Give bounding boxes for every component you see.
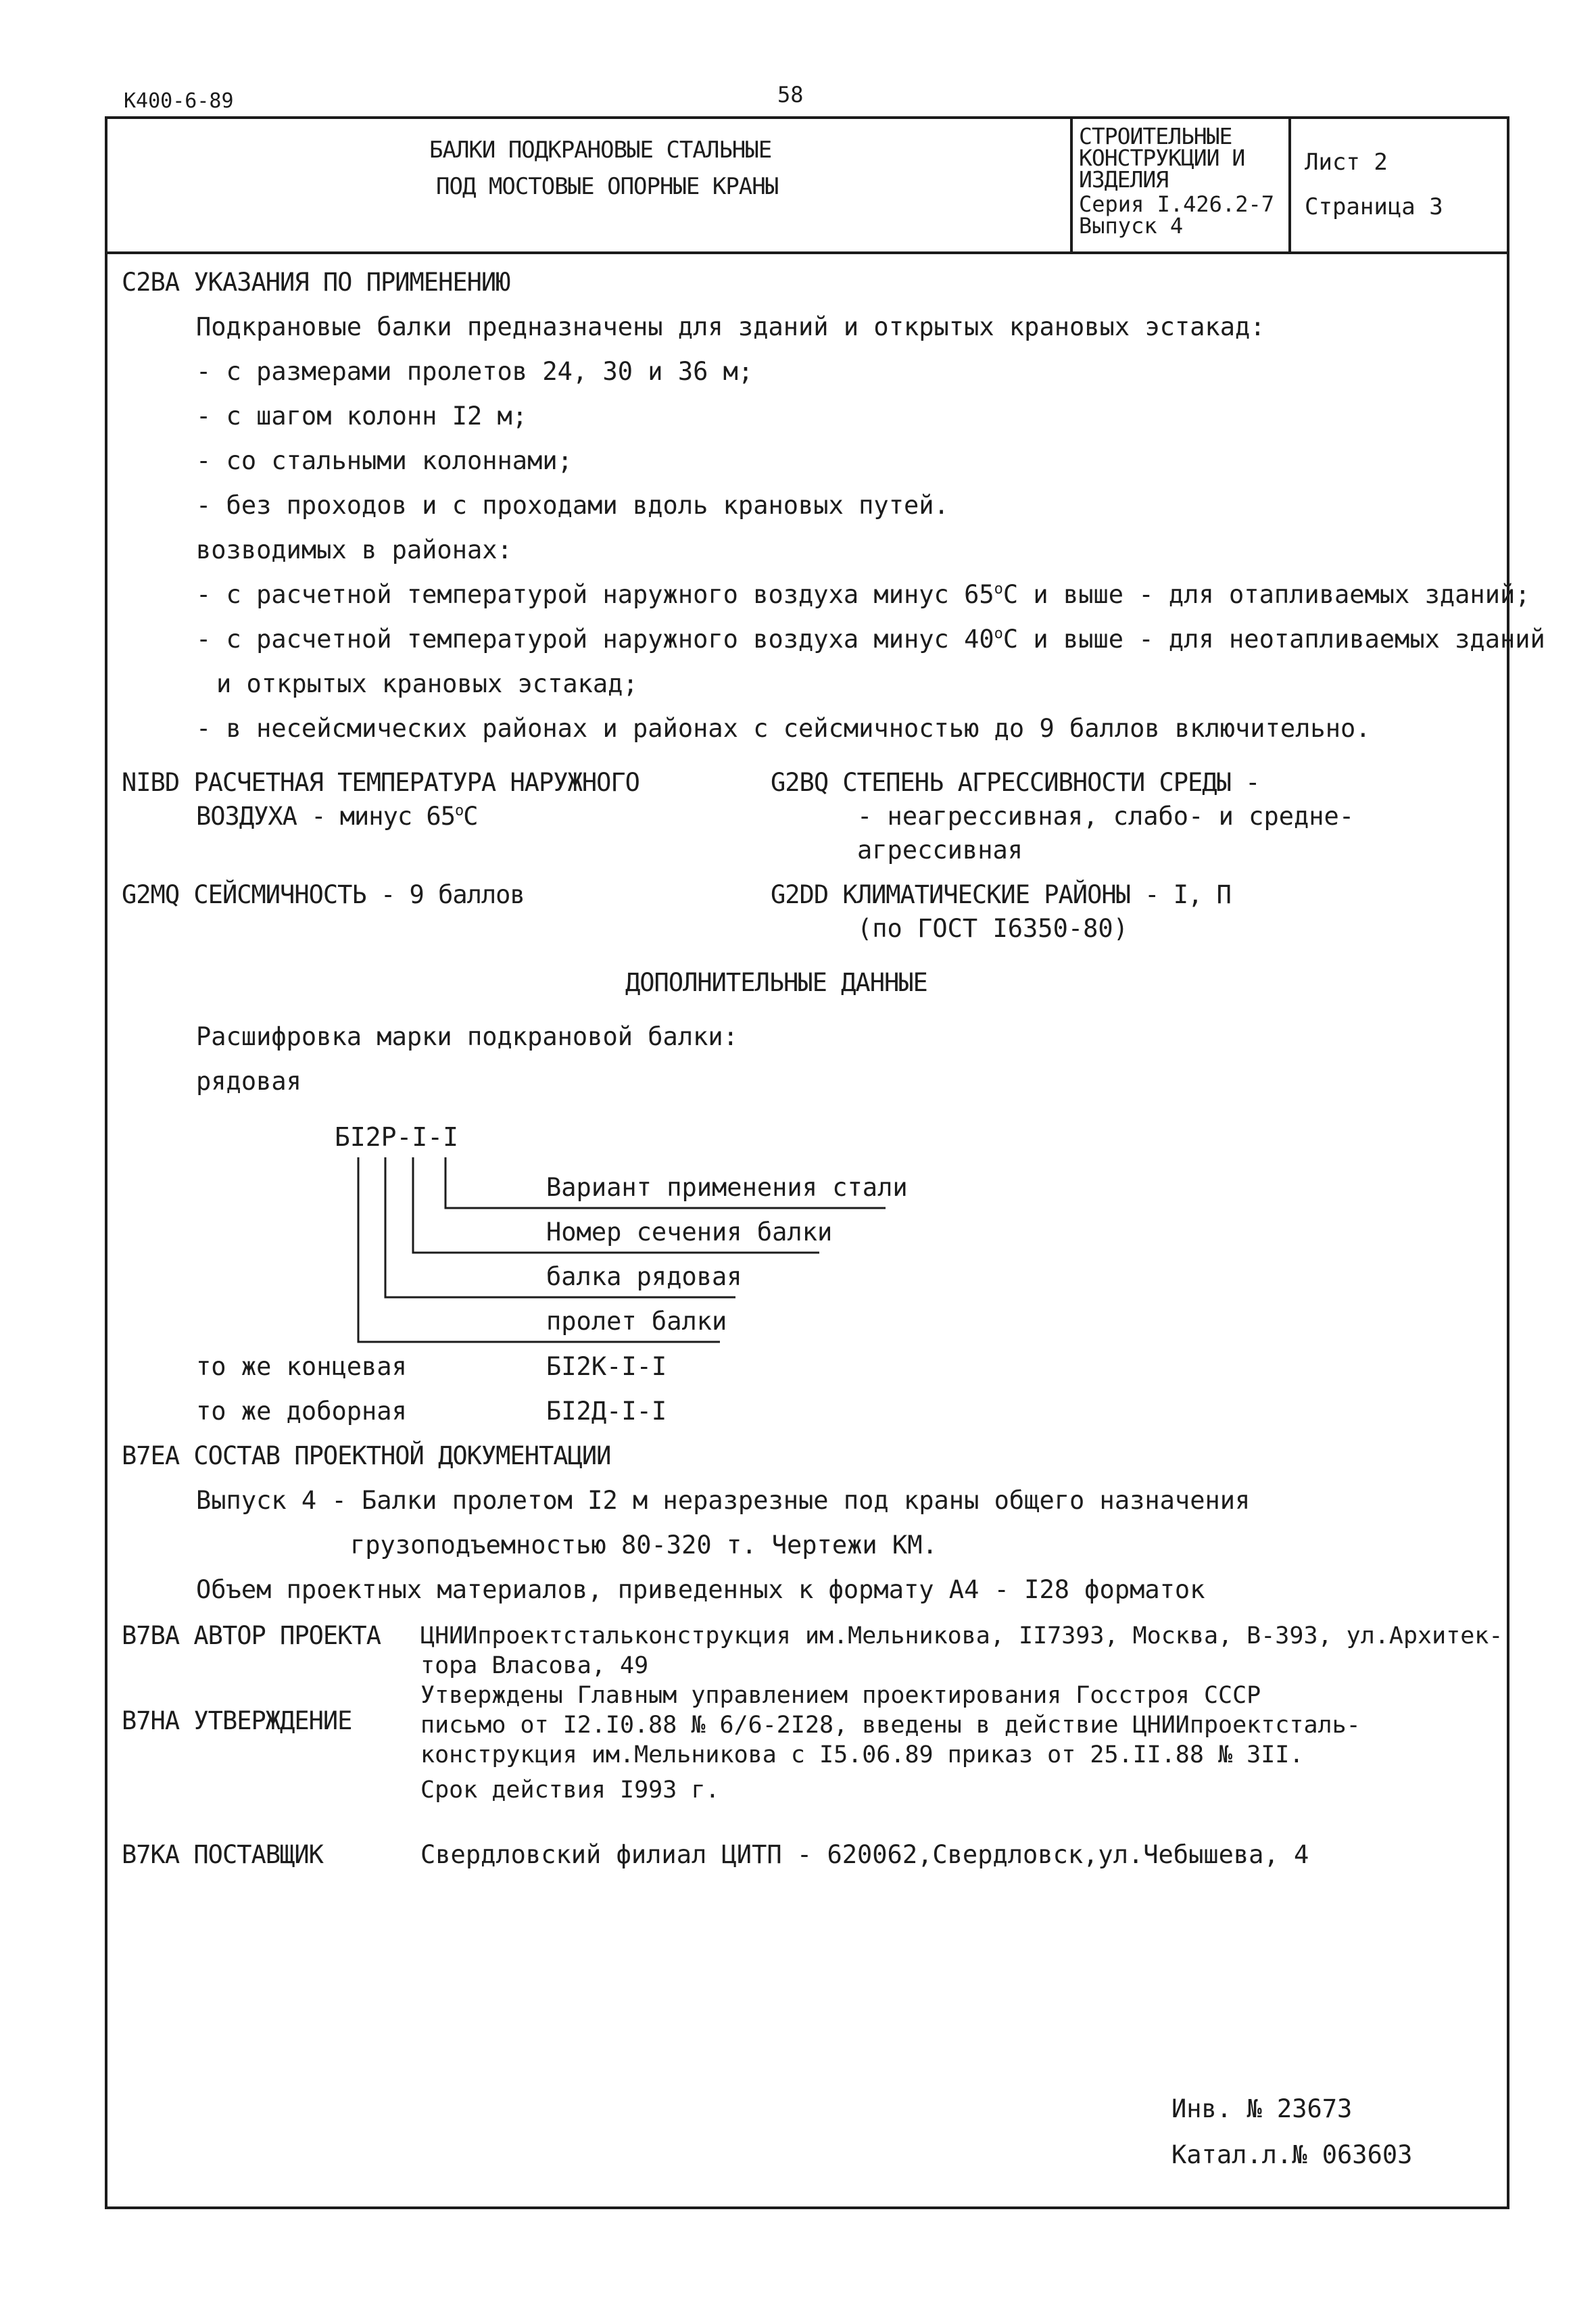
application-code: C2BA — [122, 268, 180, 297]
approval-label: B7HA УТВЕРЖДЕНИЕ — [122, 1706, 352, 1735]
legend-beam-span: пролет балки — [546, 1307, 727, 1336]
author-label: B7BA АВТОР ПРОЕКТА — [122, 1621, 381, 1650]
add-beam-mark: БI2Д-I-I — [546, 1397, 667, 1426]
docs-code: B7EA — [122, 1441, 180, 1470]
aggressiveness-param-label: G2BQ СТЕПЕНЬ АГРЕССИВНОСТИ СРЕДЫ - — [771, 768, 1260, 797]
supplier-text: Свердловский филиал ЦИТП - 620062,Свердловск,ул.Чебышева, 4 — [420, 1840, 1309, 1869]
docs-issue-line-1: Выпуск 4 - Балки пролетом I2 м неразрезные под краны общего назначения — [196, 1486, 1251, 1515]
author-code: B7BA — [122, 1621, 180, 1650]
page-label: Страница 3 — [1305, 193, 1443, 220]
legend-ordinary-beam: балка рядовая — [546, 1262, 742, 1291]
beam-mark: БI2Р-I-I — [335, 1122, 459, 1152]
title-line-1: БАЛКИ ПОДКРАНОВЫЕ СТАЛЬНЫЕ — [429, 137, 772, 164]
document-code: К400-6-89 — [124, 89, 234, 113]
docs-heading: B7EA СОСТАВ ПРОЕКТНОЙ ДОКУМЕНТАЦИИ — [122, 1441, 611, 1470]
temperature-condition-2: - с расчетной температурой наружного воздуха минус $40^оС$ и выше - для неотапливаемых зданий — [196, 625, 1545, 654]
regions-label: возводимых в районах: — [196, 535, 512, 564]
catalog-number: Катал.л.№ 063603 — [1171, 2140, 1413, 2169]
docs-issue-line-2: грузоподъемностью 80-320 т. Чертежи КМ. — [350, 1530, 938, 1560]
application-intro: Подкрановые балки предназначены для зданий и открытых крановых эстакад: — [196, 312, 1265, 341]
list-item: - с шагом колонн I2 м; — [196, 402, 528, 431]
temperature-param-label: NIBD РАСЧЕТНАЯ ТЕМПЕРАТУРА НАРУЖНОГО — [122, 768, 639, 797]
temperature-param-code: NIBD — [122, 768, 180, 797]
list-item: - с размерами пролетов 24, 30 и 36 м; — [196, 357, 754, 386]
seismicity-param: G2MQ СЕЙСМИЧНОСТЬ - 9 баллов — [122, 880, 525, 909]
seismicity-param-code: G2MQ — [122, 880, 180, 909]
aggressiveness-value-2: агрессивная — [857, 836, 1023, 865]
supplier-label: B7KA ПОСТАВЩИК — [122, 1840, 323, 1869]
series: Серия I.426.2-7 — [1079, 191, 1274, 217]
application-title: УКАЗАНИЯ ПО ПРИМЕНЕНИЮ — [193, 268, 510, 297]
end-beam-label: то же концевая — [196, 1352, 407, 1381]
aggressiveness-param-code: G2BQ — [771, 768, 829, 797]
seismic-condition: - в несейсмических районах и районах с сейсмичностью до 9 баллов включительно. — [196, 714, 1371, 743]
category-line-1: СТРОИТЕЛЬНЫЕ — [1079, 123, 1232, 149]
approval-line-4: Срок действия I993 г. — [420, 1777, 720, 1804]
approval-code: B7HA — [122, 1706, 180, 1735]
supplier-code: B7KA — [122, 1840, 180, 1869]
end-beam-mark: БI2К-I-I — [546, 1352, 667, 1381]
decode-label: Расшифровка марки подкрановой балки: — [196, 1022, 738, 1051]
legend-section-number: Номер сечения балки — [546, 1217, 833, 1247]
approval-line-1: Утверждены Главным управлением проектирования Госстроя СССР — [420, 1682, 1261, 1709]
page-number: 58 — [777, 82, 804, 107]
inventory-number: Инв. № 23673 — [1171, 2094, 1353, 2123]
author-line-2: тора Власова, 49 — [420, 1652, 649, 1679]
issue: Выпуск 4 — [1079, 213, 1184, 239]
list-item: - без проходов и с проходами вдоль крановых путей. — [196, 491, 949, 520]
climate-param-ref: (по ГОСТ I6350-80) — [857, 914, 1128, 943]
temperature-param-value: ВОЗДУХА - минус $65^оС$ — [196, 802, 478, 831]
list-item: - со стальными колоннами; — [196, 446, 573, 475]
ordinary-label: рядовая — [196, 1067, 301, 1096]
category-line-3: ИЗДЕЛИЯ — [1079, 166, 1169, 193]
title-line-2: ПОД МОСТОВЫЕ ОПОРНЫЕ КРАНЫ — [436, 173, 779, 200]
additional-heading: ДОПОЛНИТЕЛЬНЫЕ ДАННЫЕ — [625, 968, 927, 997]
temperature-condition-1: - с расчетной температурой наружного воздуха минус $65^оС$ и выше - для отапливаемых зданий; — [196, 580, 1530, 609]
docs-volume: Объем проектных материалов, приведенных к формату А4 - I28 форматок — [196, 1575, 1205, 1604]
category-line-2: КОНСТРУКЦИИ И — [1079, 145, 1245, 171]
temperature-condition-2-cont: и открытых крановых эстакад; — [216, 669, 638, 698]
climate-param-label: G2DD КЛИМАТИЧЕСКИЕ РАЙОНЫ - I, П — [771, 880, 1231, 909]
aggressiveness-value-1: - неагрессивная, слабо- и средне- — [857, 802, 1355, 831]
legend-steel-variant: Вариант применения стали — [546, 1173, 908, 1202]
author-line-1: ЦНИИпроектстальконструкция им.Мельникова, II7393, Москва, В-393, ул.Архитек- — [420, 1622, 1503, 1649]
add-beam-label: то же доборная — [196, 1397, 407, 1426]
approval-line-3: конструкция им.Мельникова с I5.06.89 приказ от 25.II.88 № 3II. — [420, 1741, 1304, 1768]
climate-param-code: G2DD — [771, 880, 829, 909]
approval-line-2: письмо от I2.I0.88 № 6/6-2I28, введены в действие ЦНИИпроектсталь- — [420, 1712, 1361, 1739]
sheet-number: Лист 2 — [1305, 149, 1388, 176]
